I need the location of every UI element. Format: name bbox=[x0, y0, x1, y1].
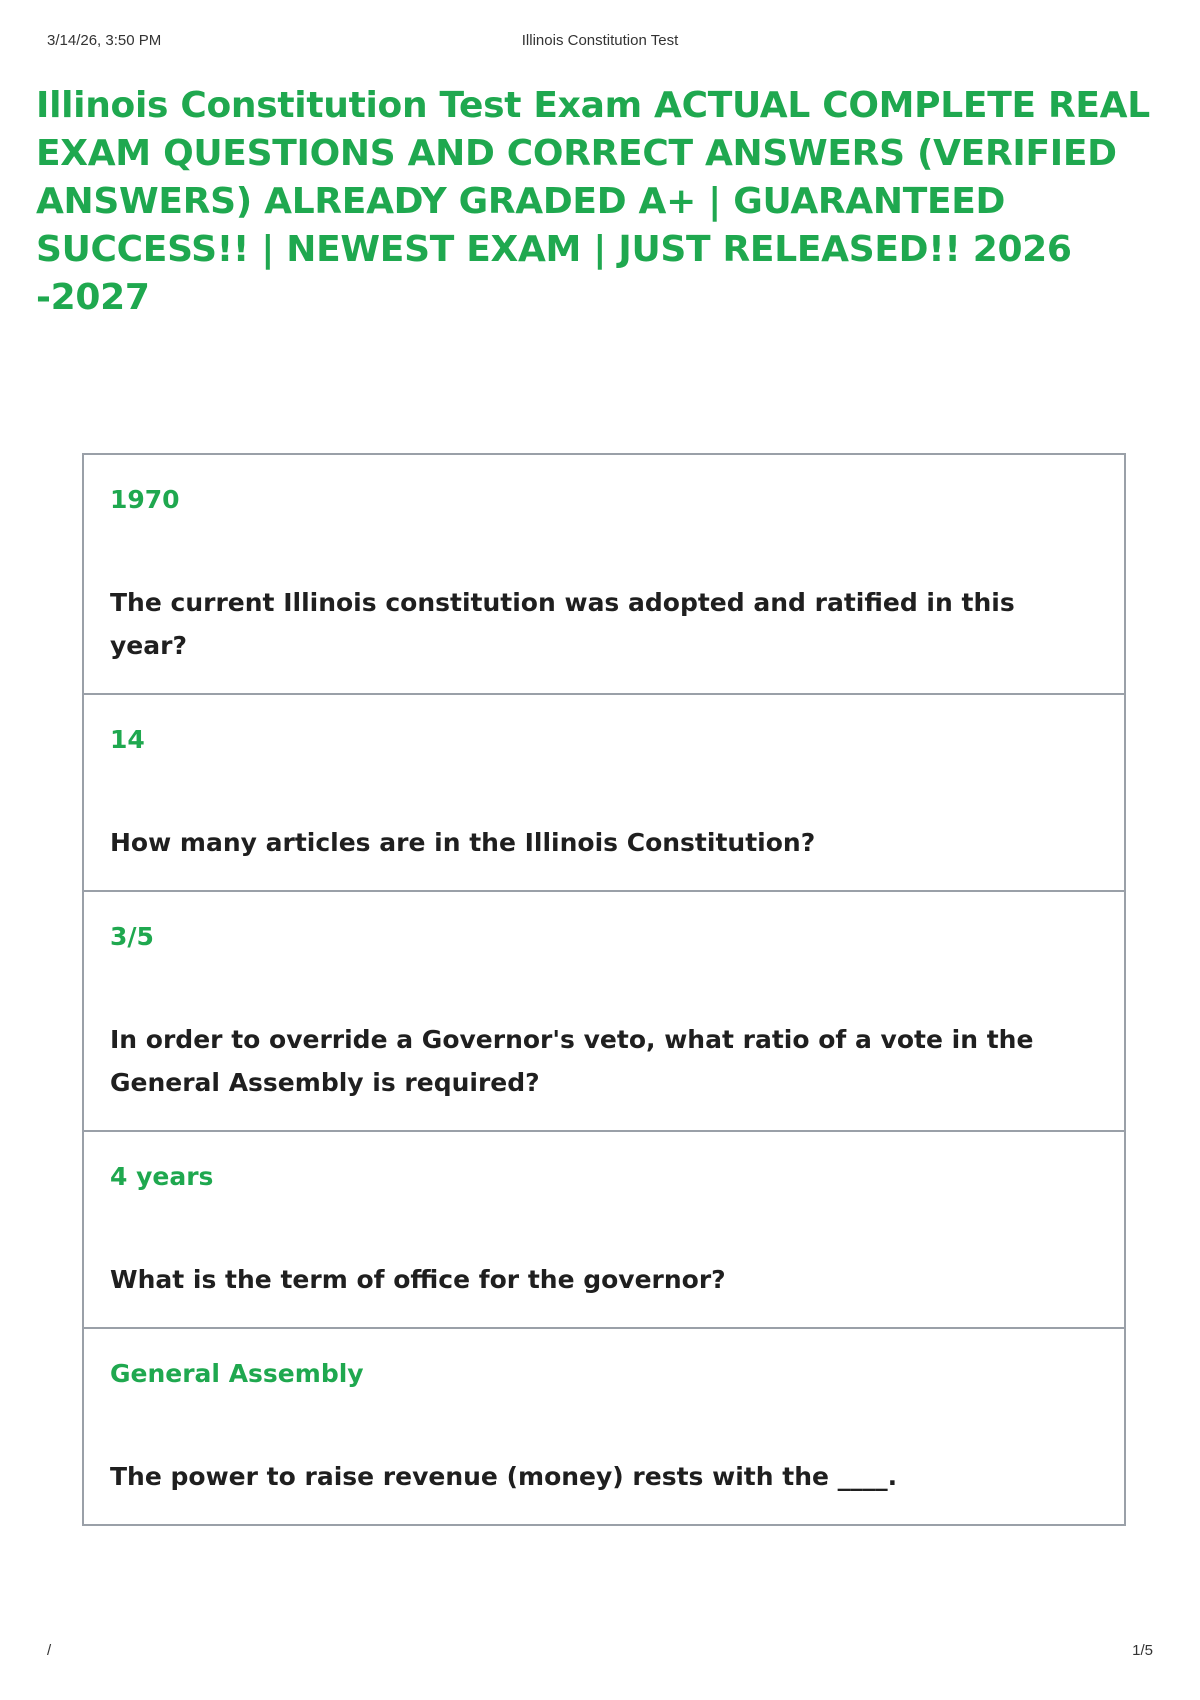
flashcard-answer: 4 years bbox=[110, 1162, 214, 1191]
flashcard-question: How many articles are in the Illinois Constitution? bbox=[110, 828, 816, 857]
document-title: Illinois Constitution Test Exam ACTUAL COMPLETE REAL EXAM QUESTIONS AND CORRECT ANSWERS (VERIFIED ANSWERS) ALREADY GRADED A+ | GUARANTEED SUCCESS!! | NEWEST EXAM | JUST RELEASED!! 2026 -2027 bbox=[36, 85, 1150, 318]
print-page-title: Illinois Constitution Test bbox=[521, 32, 679, 49]
flashcard-answer: 14 bbox=[110, 725, 145, 754]
flashcard bbox=[84, 892, 1124, 1132]
flashcard-question: The current Illinois constitution was adopted and ratified in this year? bbox=[110, 588, 1015, 660]
flashcard-answer: General Assembly bbox=[110, 1359, 364, 1388]
print-date: 3/14/26, 3:50 PM bbox=[47, 32, 162, 49]
page-number: 1/5 bbox=[1132, 1642, 1153, 1659]
print-header bbox=[47, 32, 1153, 54]
flashcard-answer: 1970 bbox=[110, 485, 180, 514]
footer-url: / bbox=[47, 1642, 52, 1659]
flashcard bbox=[84, 695, 1124, 892]
flashcard-answer: 3/5 bbox=[110, 922, 154, 951]
flashcard-question: The power to raise revenue (money) rests with the ____. bbox=[110, 1462, 898, 1491]
flashcard bbox=[84, 455, 1124, 695]
flashcard bbox=[84, 1132, 1124, 1329]
print-footer bbox=[47, 1642, 1153, 1664]
flashcard bbox=[84, 1329, 1124, 1524]
flashcard-list bbox=[82, 453, 1126, 1526]
flashcard-question: What is the term of office for the governor? bbox=[110, 1265, 726, 1294]
flashcard-question: In order to override a Governor's veto, what ratio of a vote in the General Assembly is required? bbox=[110, 1025, 1034, 1097]
